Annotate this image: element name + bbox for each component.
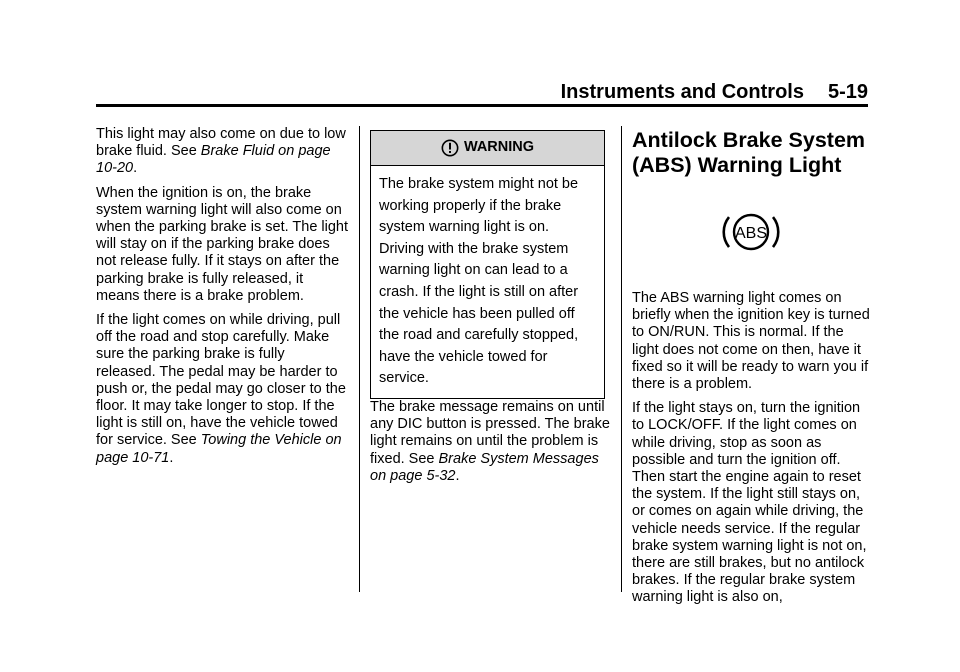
paragraph (370, 399, 610, 485)
column-middle (370, 126, 610, 492)
paragraph-text: . (169, 449, 174, 466)
cross-reference-link[interactable]: Towing the Vehicle on page 10-71 (96, 432, 342, 466)
column-divider (621, 126, 622, 592)
header-rule (96, 104, 868, 107)
paragraph: When the ignition is on, the brake system warning light will also come on when the parking brake is set. The light will stay on if the parking brake does not release fully. If it stays on after the parking brake is fully released, it means there is a brake problem. (96, 184, 349, 304)
abs-warning-icon (716, 208, 786, 256)
paragraph: If the light stays on, turn the ignition to LOCK/OFF. If the light comes on while driving, stop as soon as possible and turn the ignition off. Then start the engine again to reset the system. If the light still stays on, or comes on again while driving, the vehicle needs service. If the regular brake system warning light is not on, there are still brakes, but no antilock brakes. If the regular brake system warning light is also on, (632, 400, 867, 606)
abs-icon-container (632, 208, 870, 256)
paragraph-text: . (455, 467, 460, 484)
page-header (96, 80, 868, 104)
paragraph-text: If the light comes on while driving, pull off the road and stop carefully. Make sure the parking brake is fully released. The pedal may be harder to push or, the pedal may go closer to the floor. It may take longer to stop. If the light is still on, have the vehicle towed for service. See (96, 312, 346, 449)
paragraph-text: The brake message remains on until any DIC button is pressed. The brake light remains on until the problem is fixed. See (370, 398, 610, 467)
cross-reference-link[interactable]: Brake Fluid on page 10-20 (96, 143, 331, 177)
paragraph (96, 312, 348, 467)
page-number: 5-19 (827, 81, 868, 103)
paragraph: The ABS warning light comes on briefly when the ignition key is turned to ON/RUN. This is normal. If the light does not come on then, have it fixed so it will be ready to warn you if there is a problem. (632, 290, 870, 393)
paragraph (96, 126, 348, 178)
section-heading: Antilock Brake System (ABS) Warning Light (632, 128, 866, 177)
warning-label: WARNING (463, 139, 535, 156)
warning-box (370, 130, 605, 399)
cross-reference-link[interactable]: Brake System Messages on page 5-32 (370, 450, 599, 484)
caution-icon (441, 139, 459, 157)
paragraph-text: . (133, 160, 138, 177)
warning-text: The brake system might not be working properly if the brake system warning light is on. Driving with the brake system warning light on can lead to a crash. If the light is still on after the vehicle has been pulled off the road and carefully stopped, have the vehicle towed for service. (379, 176, 579, 387)
column-left (96, 126, 348, 474)
section-title-header: Instruments and Controls (560, 81, 804, 103)
abs-icon-label: ABS (734, 225, 768, 242)
paragraph-text: This light may also come on due to low brake fluid. See (96, 126, 346, 160)
warning-header (371, 131, 604, 166)
column-divider (359, 126, 360, 592)
column-right (632, 126, 870, 614)
